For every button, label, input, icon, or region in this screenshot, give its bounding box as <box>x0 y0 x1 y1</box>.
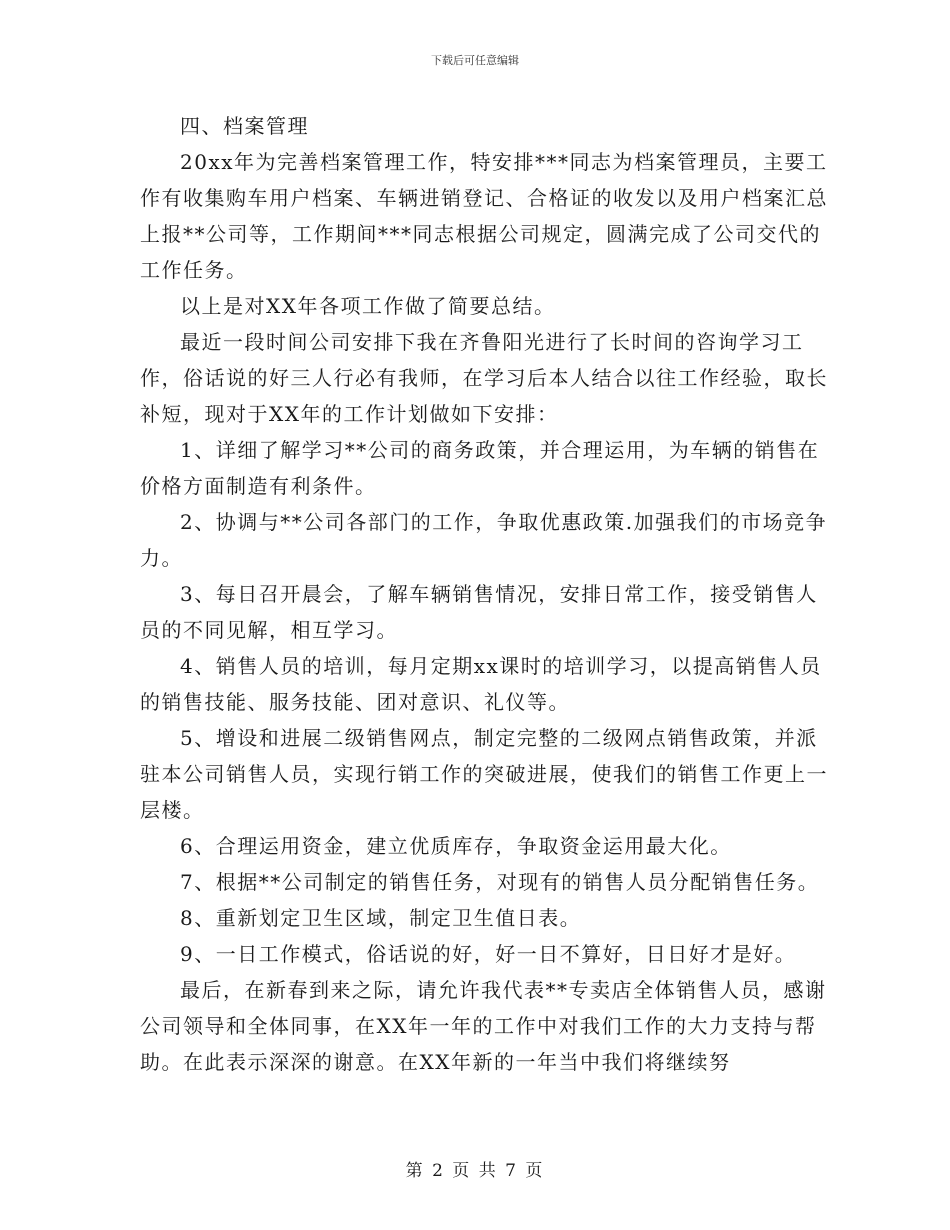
plan-item-4: 4、销售人员的培训，每月定期xx课时的培训学习，以提高销售人员的销售技能、服务技能、团对意识、礼仪等。 <box>140 654 822 714</box>
paragraph-summary: 以上是对XX年各项工作做了简要总结。 <box>180 294 556 318</box>
page-number-footer: 第 2 页 共 7 页 <box>405 1161 545 1181</box>
plan-item-5: 5、增设和进展二级销售网点，制定完整的二级网点销售政策，并派驻本公司销售人员，实现行销工作的突破进展，使我们的销售工作更上一层楼。 <box>140 726 828 822</box>
plan-item-1: 1、详细了解学习**公司的商务政策，并合理运用，为车辆的销售在价格方面制造有利条件。 <box>140 438 820 498</box>
plan-item-2: 2、协调与**公司各部门的工作，争取优惠政策.加强我们的市场竞争力。 <box>140 510 828 570</box>
document-body <box>140 108 830 1080</box>
plan-item-8: 8、重新划定卫生区域，制定卫生值日表。 <box>180 906 582 930</box>
paragraph-archive-work: 20xx年为完善档案管理工作，特安排***同志为档案管理员，主要工作有收集购车用户档案、车辆进销登记、合格证的收发以及用户档案汇总上报**公司等，工作期间***同志根据公司规定，圆满完成了公司交代的工作任务。 <box>140 150 828 282</box>
plan-item-7: 7、根据**公司制定的销售任务，对现有的销售人员分配销售任务。 <box>180 870 820 894</box>
plan-item-3: 3、每日召开晨会，了解车辆销售情况，安排日常工作，接受销售人员的不同见解，相互学习。 <box>140 582 818 642</box>
paragraph-closing: 最后，在新春到来之际，请允许我代表**专卖店全体销售人员，感谢公司领导和全体同事，在XX年一年的工作中对我们工作的大力支持与帮助。在此表示深深的谢意。在XX年新的一年当中我们将继续努 <box>140 978 827 1074</box>
plan-item-9: 9、一日工作模式，俗话说的好，好一日不算好，日日好才是好。 <box>180 942 797 966</box>
paragraph-plan-intro: 最近一段时间公司安排下我在齐鲁阳光进行了长时间的咨询学习工作，俗话说的好三人行必有我师，在学习后本人结合以往工作经验，取长补短，现对于XX年的工作计划做如下安排： <box>140 330 828 426</box>
page-header-note: 下载后可任意编辑 <box>431 54 519 67</box>
section-heading-archive: 四、档案管理 <box>180 114 309 138</box>
plan-item-6: 6、合理运用资金，建立优质库存，争取资金运用最大化。 <box>180 834 732 858</box>
